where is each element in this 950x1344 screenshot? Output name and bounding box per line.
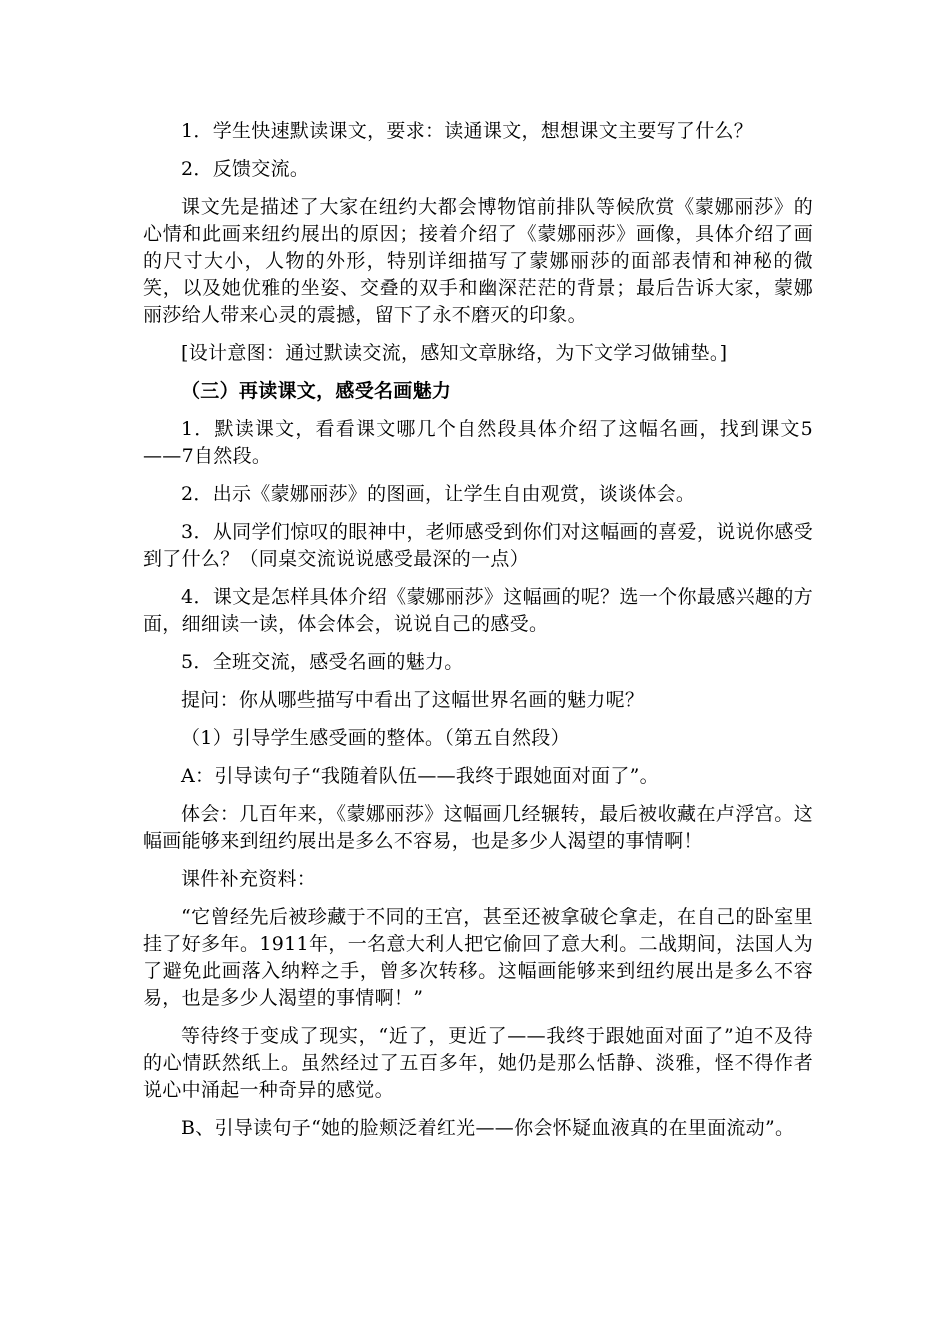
paragraph-step-2: 2．反馈交流。 xyxy=(181,158,310,180)
paragraph-experience: 体会：几百年来，《蒙娜丽莎》这幅画几经辗转，最后被收藏在卢浮宫。这幅画能够来到纽约展出是多么不容易，也是多少人渴望的事情啊！ xyxy=(143,803,813,852)
paragraph-supplement-quote: “它曾经先后被珍藏于不同的王宫，甚至还被拿破仑拿走，在自己的卧室里挂了好多年。1911年，一名意大利人把它偷回了意大利。二战期间，法国人为了避免此画落入纳粹之手，曾多次转移。这幅画能够来到纽约展出是多么不容易，也是多少人渴望的事情啊！” xyxy=(143,906,813,1009)
paragraph-supplement-label: 课件补充资料： xyxy=(181,868,317,890)
paragraph-design-intent: [设计意图：通过默读交流，感知文章脉络，为下文学习做铺垫。] xyxy=(181,342,728,364)
section-heading: （三）再读课文，感受名画魅力 xyxy=(181,380,452,402)
paragraph-waiting: 等待终于变成了现实，“近了，更近了——我终于跟她面对面了”迫不及待的心情跃然纸上。虽然经过了五百多年，她仍是那么恬静、淡雅，怪不得作者说心中涌起一种奇异的感觉。 xyxy=(143,1025,813,1101)
paragraph-reread-3: 3．从同学们惊叹的眼神中，老师感受到你们对这幅画的喜爱，说说你感受到了什么？（同桌交流说说感受最深的一点） xyxy=(143,521,813,570)
paragraph-step-1: 1．学生快速默读课文，要求：读通课文，想想课文主要写了什么？ xyxy=(181,120,754,142)
paragraph-guide-1: （1）引导学生感受画的整体。（第五自然段） xyxy=(181,727,570,749)
paragraph-reread-2: 2．出示《蒙娜丽莎》的图画，让学生自由观赏，谈谈体会。 xyxy=(181,483,696,505)
paragraph-summary: 课文先是描述了大家在纽约大都会博物馆前排队等候欣赏《蒙娜丽莎》的心情和此画来纽约展出的原因；接着介绍了《蒙娜丽莎》画像，具体介绍了画的尺寸大小，人物的外形，特别详细描写了蒙娜丽莎的面部表情和神秘的微笑，以及她优雅的坐姿、交叠的双手和幽深茫茫的背景；最后告诉大家，蒙娜丽莎给人带来心灵的震撼，留下了永不磨灭的印象。 xyxy=(143,196,813,326)
paragraph-reread-4: 4．课文是怎样具体介绍《蒙娜丽莎》这幅画的呢？选一个你最感兴趣的方面，细细读一读，体会体会，说说自己的感受。 xyxy=(143,586,813,635)
paragraph-guide-a: A：引导读句子“我随着队伍——我终于跟她面对面了”。 xyxy=(181,765,659,787)
paragraph-reread-5: 5．全班交流，感受名画的魅力。 xyxy=(181,651,464,673)
paragraph-guide-b: B、引导读句子“她的脸颊泛着红光——你会怀疑血液真的在里面流动”。 xyxy=(181,1117,795,1139)
paragraph-reread-1: 1．默读课文，看看课文哪几个自然段具体介绍了这幅名画，找到课文5——7自然段。 xyxy=(143,418,813,467)
document-page xyxy=(143,118,813,1153)
paragraph-question: 提问：你从哪些描写中看出了这幅世界名画的魅力呢？ xyxy=(181,689,645,711)
